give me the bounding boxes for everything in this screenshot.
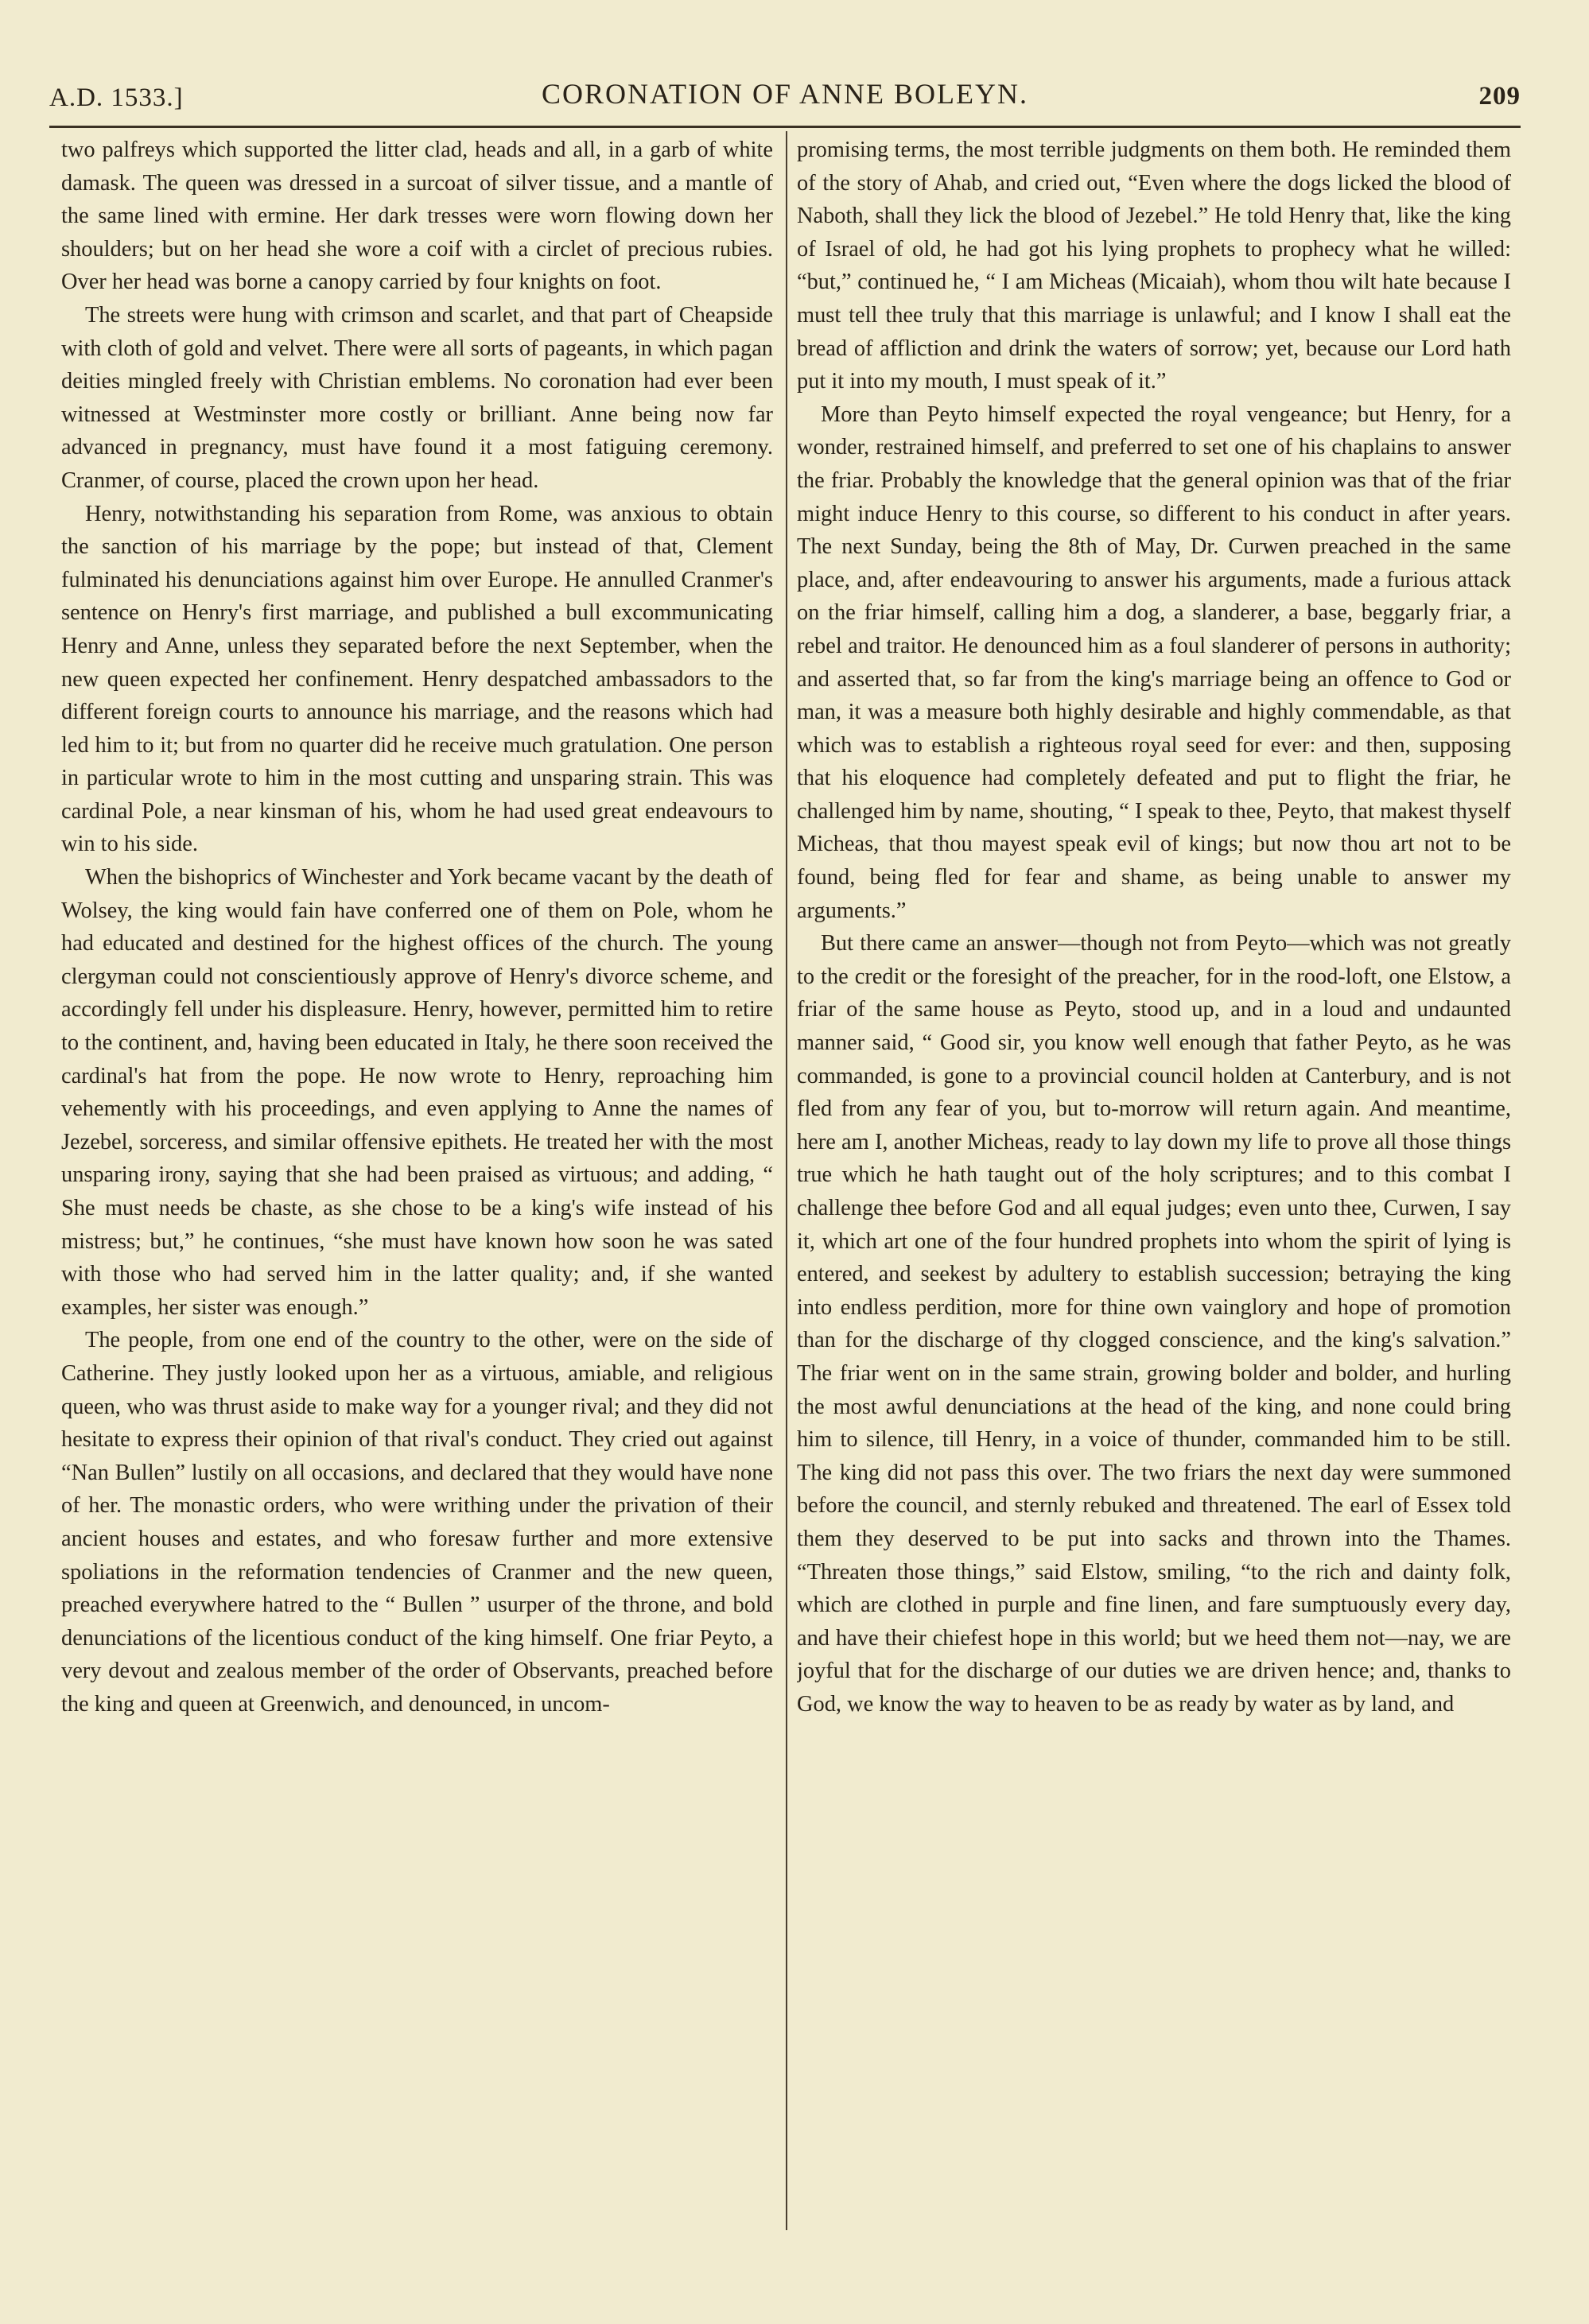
paragraph: When the bishoprics of Winchester and York became vacant by the death of Wolsey, the king would fain have conferred one of them on Pole, whom he had educated and destined for the highest offices of the church. The young clergyman could not conscientiously approve of Henry's divorce scheme, and accordingly fell under his displeasure. Henry, however, permitted him to retire to the continent, and, having been educated in Italy, he there soon received the cardinal's hat from the pope. He now wrote to Henry, reproaching him vehemently with his proceedings, and even applying to Anne the names of Jezebel, sorceress, and similar offensive epithets. He treated her with the most unsparing irony, saying that she had been praised as virtuous; and adding, “ She must needs be chaste, as she chose to be a king's wife instead of his mistress; but,” he continues, “she must have known how soon he was sated with those who had served him in the latter quality; and, if she wanted examples, her sister was enough.” <box>61 865 773 1320</box>
paragraph: The streets were hung with crimson and scarlet, and that part of Cheapside with cloth of gold and velvet. There were all sorts of pageants, in which pagan deities mingled freely with Christian emblems. No coronation had ever been witnessed at Westminster more costly or brilliant. Anne being now far advanced in pregnancy, must have found it a most fatiguing ceremony. Cranmer, of course, placed the crown upon her head. <box>61 302 773 493</box>
column-divider <box>786 131 787 2230</box>
paragraph: But there came an answer—though not from Peyto—which was not greatly to the credit or the foresight of the preacher, for in the rood-loft, one Elstow, a friar of the same house as Peyto, stood up, and in a loud and undaunted manner said, “ Good sir, you know well enough that father Peyto, as he was commanded, is gone to a provincial council holden at Canterbury, and is not fled from any fear of you, but to-morrow will return again. And meantime, here am I, another Micheas, ready to lay down my life to prove all those things true which he hath taught out of the holy scriptures; and to this combat I challenge thee before God and all equal judges; even unto thee, Curwen, I say it, which art one of the four hundred prophets into whom the spirit of lying is entered, and seekest by adultery to establish succession; betraying the king into endless perdition, more for thine own vainglory and hope of promotion than for the discharge of thy clogged conscience, and the king's salvation.” The friar went on in the same strain, growing bolder and bolder, and hurling the most awful denunciations at the head of the king, and none could bring him to silence, till Henry, in a voice of thunder, commanded him to be still. The king did not pass this over. The two friars the next day were summoned before the council, and sternly rebuked and threatened. The earl of Essex told them they deserved to be put into sacks and thrown into the Thames. “Threaten those things,” said Elstow, smiling, “to the rich and dainty folk, which are clothed in purple and fine linen, and fare sumptuously every day, and have their chiefest hope in this world; but we heed them not—nay, we are joyful that for the discharge of our duties we are driven hence; and, thanks to God, we know the way to heaven to be as ready by water as by land, and <box>797 931 1511 1717</box>
header-date: A.D. 1533.] <box>49 83 184 112</box>
paragraph: More than Peyto himself expected the royal vengeance; but Henry, for a wonder, restrained himself, and preferred to set one of his chaplains to answer the friar. Probably the knowledge that the general opinion was that of the friar might induce Henry to this course, so different to his conduct in after years. The next Sunday, being the 8th of May, Dr. Curwen preached in the same place, and, after endeavouring to answer his arguments, made a furious attack on the friar himself, calling him a dog, a slanderer, a base, beggarly friar, a rebel and traitor. He denounced him as a foul slanderer of persons in authority; and asserted that, so far from the king's marriage being an offence to God or man, it was a measure both highly desirable and highly commendable, as that which was to establish a righteous royal seed for ever: and then, supposing that his eloquence had completely defeated and put to flight the friar, he challenged him by name, shouting, “ I speak to thee, Peyto, that makest thyself Micheas, that thou mayest speak evil of kings; but now thou art not to be found, being fled for fear and shame, as being unable to answer my arguments.” <box>797 402 1511 923</box>
left-column <box>61 134 773 2233</box>
page-title: CORONATION OF ANNE BOLEYN. <box>541 78 1028 110</box>
paragraph: Henry, notwithstanding his separation from Rome, was anxious to obtain the sanction of his marriage by the pope; but instead of that, Clement fulminated his denunciations against him over Europe. He annulled Cranmer's sentence on Henry's first marriage, and published a bull excommunicating Henry and Anne, unless they separated before the next September, when the new queen expected her confinement. Henry despatched ambassadors to the different foreign courts to announce his marriage, and the reasons which had led him to it; but from no quarter did he receive much gratulation. One person in particular wrote to him in the most cutting and unsparing strain. This was cardinal Pole, a near kinsman of his, whom he had used great endeavours to win to his side. <box>61 501 773 857</box>
right-column <box>797 134 1511 2233</box>
paragraph: two palfreys which supported the litter clad, heads and all, in a garb of white damask. The queen was dressed in a surcoat of silver tissue, and a mantle of the same lined with ermine. Her dark tresses were worn flowing down her shoulders; but on her head she wore a coif with a circlet of precious rubies. Over her head was borne a canopy carried by four knights on foot. <box>61 138 773 295</box>
page-number: 209 <box>1478 82 1521 111</box>
paragraph: The people, from one end of the country to the other, were on the side of Catherine. They justly looked upon her as a virtuous, amiable, and religious queen, who was thrust aside to make way for a younger rival; and they did not hesitate to express their opinion of that rival's conduct. They cried out against “Nan Bullen” lustily on all occasions, and declared that they would have none of her. The monastic orders, who were writhing under the privation of their ancient houses and estates, and who foresaw further and more extensive spoliations in the reformation tendencies of Cranmer and the new queen, preached everywhere hatred to the “ Bullen ” usurper of the throne, and bold denunciations of the licentious conduct of the king himself. One friar Peyto, a very devout and zealous member of the order of Observants, preached before the king and queen at Greenwich, and denounced, in uncom- <box>61 1328 773 1717</box>
paragraph: promising terms, the most terrible judgments on them both. He reminded them of the story of Ahab, and cried out, “Even where the dogs licked the blood of Naboth, shall they lick the blood of Jezebel.” He told Henry that, like the king of Israel of old, he had got his lying prophets to prophecy what he willed: “but,” continued he, “ I am Micheas (Micaiah), whom thou wilt hate because I must tell thee truly that this marriage is unlawful; and I know I shall eat the bread of affliction and drink the waters of sorrow; yet, because our Lord hath put it into my mouth, I must speak of it.” <box>797 138 1511 394</box>
header-rule <box>49 126 1521 128</box>
running-header <box>49 76 1521 123</box>
